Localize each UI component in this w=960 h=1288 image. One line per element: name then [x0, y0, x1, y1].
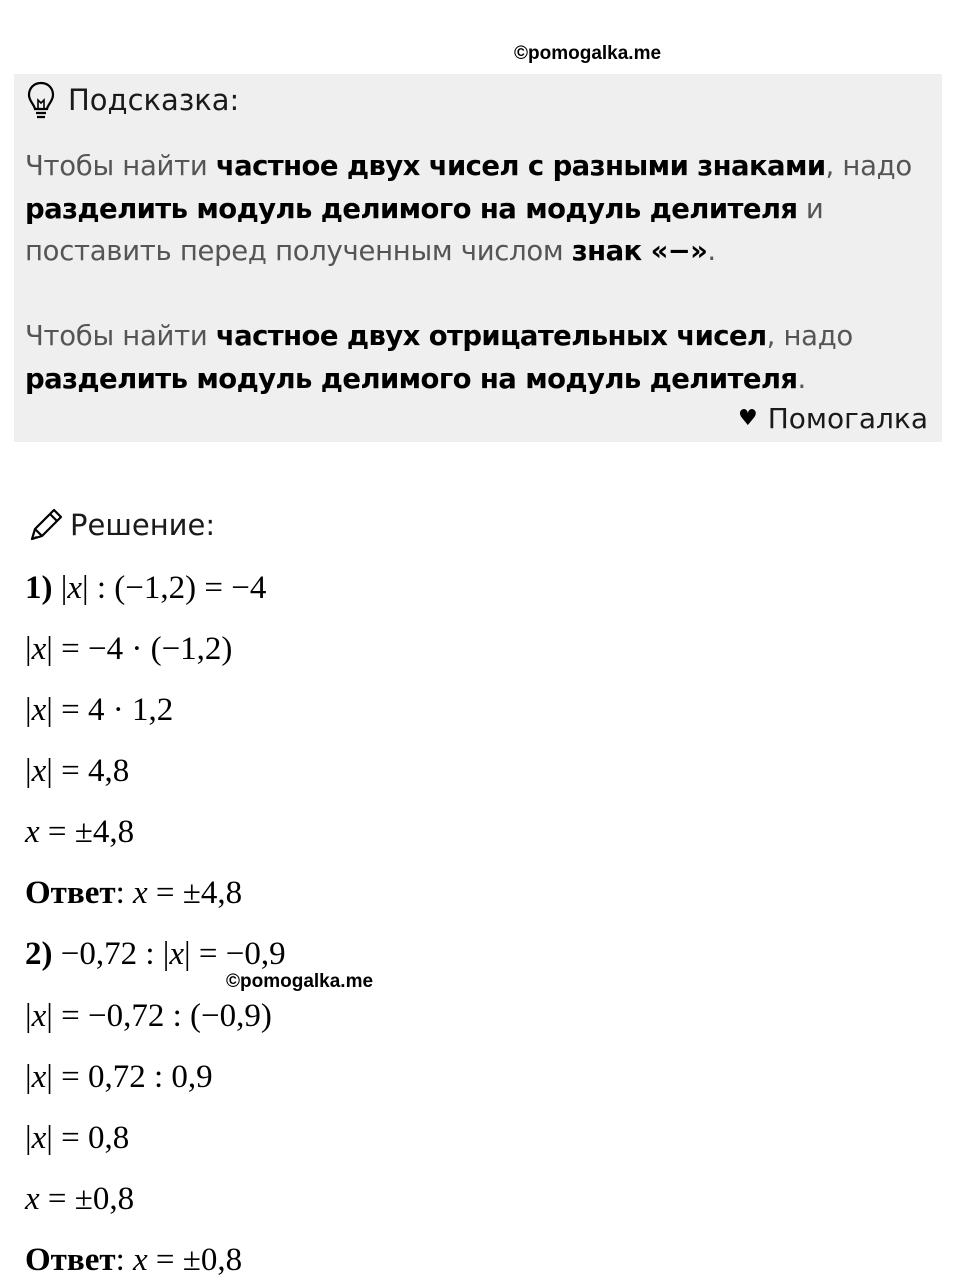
- math-variable: x: [25, 1181, 40, 1217]
- lightbulb-icon: [26, 80, 56, 120]
- math-text: :: [115, 1242, 133, 1278]
- bold-text: частное двух чисел с разными знаками: [215, 150, 826, 182]
- math-text: | = 4,8: [46, 753, 130, 789]
- answer-label: Ответ: [25, 1242, 116, 1278]
- problem-number: 2): [25, 936, 53, 972]
- text: и поставить перед полученным числом: [25, 192, 824, 267]
- answer-value: = ±4,8: [147, 875, 243, 911]
- math-text: | : (−1,2) = −4: [82, 570, 267, 606]
- text: , надо: [766, 320, 853, 352]
- math-text: |: [25, 692, 32, 728]
- math-variable: x: [132, 1242, 148, 1278]
- math-variable: x: [31, 998, 47, 1034]
- bold-text: разделить модуль делимого на модуль делителя: [25, 192, 798, 225]
- hint-title: Подсказка:: [68, 83, 240, 117]
- math-text: | = 0,8: [46, 1120, 130, 1156]
- bold-text: разделить модуль делимого на модуль делителя: [25, 362, 798, 395]
- solution-heading: [26, 505, 215, 545]
- answer-line: [25, 875, 242, 912]
- math-line: [25, 1059, 213, 1096]
- math-text: |: [25, 1120, 32, 1156]
- math-line: [25, 936, 286, 973]
- answer-value: = ±0,8: [147, 1242, 243, 1278]
- watermark: ©pomogalka.me: [514, 43, 662, 64]
- math-line: [25, 814, 134, 851]
- math-variable: x: [169, 936, 185, 972]
- math-text: |: [25, 998, 32, 1034]
- math-line: [25, 1120, 129, 1157]
- math-variable: x: [25, 814, 40, 850]
- math-text: | = 4 · 1,2: [46, 692, 174, 728]
- math-variable: x: [132, 875, 148, 911]
- signature-text: Помогалка: [767, 402, 928, 435]
- text: .: [797, 362, 806, 395]
- math-line: [25, 998, 272, 1035]
- math-line: [25, 1181, 134, 1218]
- hint-paragraph-2: [25, 315, 935, 400]
- answer-label: Ответ: [25, 875, 116, 911]
- math-variable: x: [31, 692, 47, 728]
- math-text: :: [115, 875, 133, 911]
- math-variable: x: [31, 753, 47, 789]
- math-text: | = −4 · (−1,2): [46, 631, 233, 667]
- math-text: = ±0,8: [39, 1181, 135, 1217]
- math-line: [25, 570, 266, 607]
- hint-paragraph-1: [25, 145, 935, 273]
- hint-heading: [26, 80, 239, 120]
- bold-text: знак «−»: [571, 235, 708, 267]
- pencil-icon: [26, 505, 66, 545]
- solution-title: Решение:: [70, 508, 216, 542]
- answer-line: [25, 1242, 242, 1279]
- heart-icon: ♥: [737, 406, 758, 431]
- bold-text: частное двух отрицательных чисел: [215, 320, 767, 352]
- text: .: [707, 235, 716, 267]
- math-text: |: [52, 570, 68, 606]
- math-variable: x: [31, 1059, 47, 1095]
- math-variable: x: [31, 631, 47, 667]
- math-line: [25, 631, 232, 668]
- math-line: [25, 692, 173, 729]
- signature: [738, 402, 928, 435]
- problem-number: 1): [25, 570, 53, 606]
- math-text: |: [25, 1059, 32, 1095]
- watermark: ©pomogalka.me: [226, 971, 374, 992]
- math-variable: x: [31, 1120, 47, 1156]
- math-text: |: [25, 753, 32, 789]
- math-line: [25, 753, 129, 790]
- math-text: |: [25, 631, 32, 667]
- math-text: | = −0,9: [184, 936, 286, 972]
- text: , надо: [825, 150, 912, 182]
- math-text: −0,72 : |: [52, 936, 170, 972]
- math-variable: x: [67, 570, 83, 606]
- math-text: | = 0,72 : 0,9: [46, 1059, 213, 1095]
- math-text: | = −0,72 : (−0,9): [46, 998, 272, 1034]
- math-text: = ±4,8: [39, 814, 135, 850]
- text: Чтобы найти: [25, 150, 216, 182]
- text: Чтобы найти: [25, 320, 216, 352]
